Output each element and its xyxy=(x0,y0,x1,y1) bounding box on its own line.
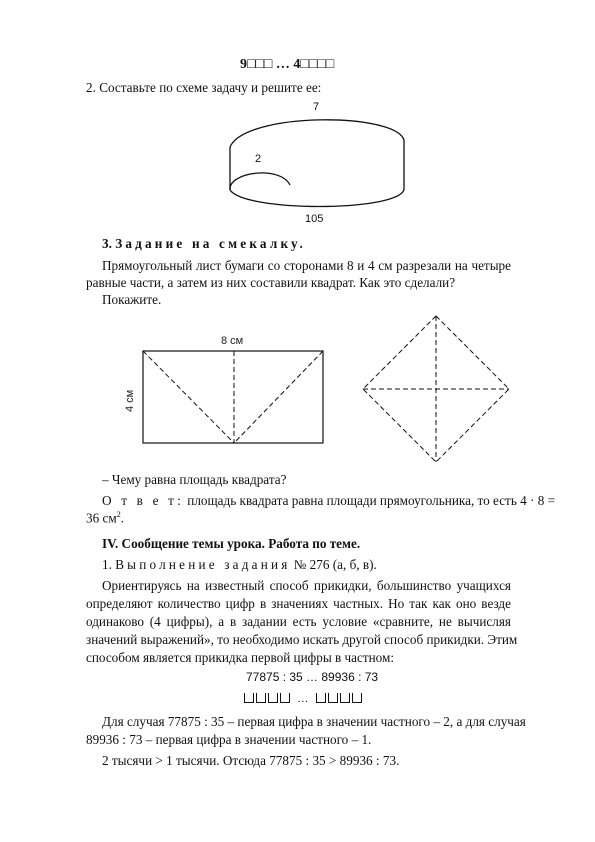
page-title: 9□□□ … 4□□□□ xyxy=(240,57,335,72)
label-4cm: 4 см xyxy=(124,389,136,412)
task3-para-line1: Прямоугольный лист бумаги со сторонами 8 и 4 см разрезали на четыре xyxy=(102,258,511,273)
conclusion-line1: Для случая 77875 : 35 – первая цифра в значении частного – 2, а для случая xyxy=(102,714,526,729)
para-line: способом является прикидка первой цифры в частном: xyxy=(86,650,395,665)
para-line: одинаково (4 цифры), а в задании есть условие «сравните, не вычисляя xyxy=(86,614,511,629)
task3-heading xyxy=(102,236,306,252)
answer-word: О т в е т: xyxy=(102,493,184,508)
conclusion-line2: 89936 : 73 – первая цифра в значении частного – 1. xyxy=(86,732,372,747)
task3-figures xyxy=(0,300,595,475)
task3-answer xyxy=(102,493,556,509)
label-8cm: 8 см xyxy=(221,335,244,347)
task3-title: Задание на смекалку. xyxy=(115,236,307,251)
task2-heading: 2. Составьте по схеме задачу и решите ее: xyxy=(86,80,322,95)
para-line: определяют количество цифр в значениях частных. Но так как оно везде xyxy=(86,596,511,611)
answer-line1: площадь квадрата равна площади прямоугольника, то есть 4 · 8 = xyxy=(187,493,556,508)
comparison-expression: 77875 : 35 … 89936 : 73 xyxy=(246,670,379,684)
para-line: Ориентируясь на известный способ прикидки, большинство учащихся xyxy=(102,578,511,593)
task3-question: – Чему равна площадь квадрата? xyxy=(102,472,287,487)
para-line: значений выражений», то необходимо искать другой способ прикидки. Этим xyxy=(86,632,518,647)
task3-para-line2: равные части, а затем из них составили квадрат. Как это сделали? xyxy=(86,275,456,290)
final-statement: 2 тысячи > 1 тысячи. Отсюда 77875 : 35 > 89936 : 73. xyxy=(102,753,400,768)
section4-heading: IV. Сообщение темы урока. Работа по теме. xyxy=(102,536,361,551)
task2-scheme-diagram xyxy=(0,0,595,260)
scheme-label-inner: 2 xyxy=(255,153,262,165)
scheme-label-bottom: 105 xyxy=(305,213,324,225)
digit-placeholders: … xyxy=(243,690,363,706)
task3-show: Покажите. xyxy=(102,292,162,307)
section4-item: 1. Выполнение задания № 276 (а, б, в). xyxy=(102,557,377,572)
task3-answer-line2: 36 $см^2$. xyxy=(86,510,124,526)
scheme-label-top: 7 xyxy=(313,101,320,113)
task3-number: 3. xyxy=(102,236,112,251)
rectangle-shape xyxy=(143,351,323,443)
